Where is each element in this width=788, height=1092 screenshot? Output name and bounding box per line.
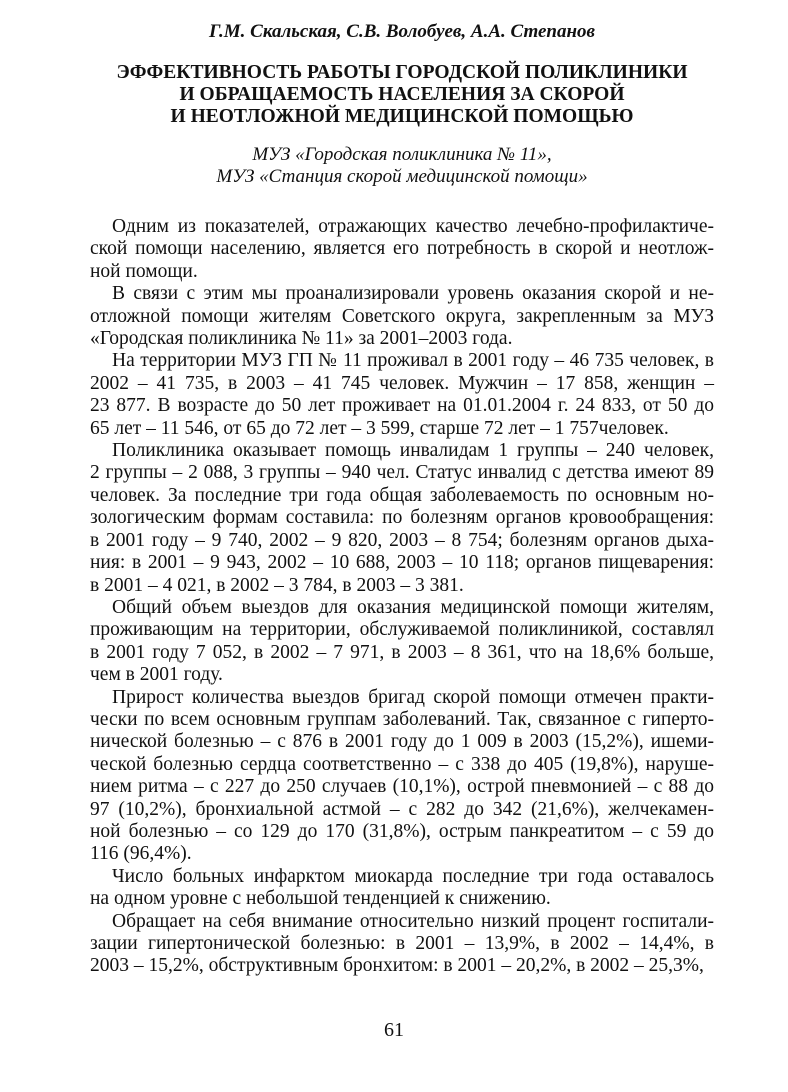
body-line: ния: в 2001 – 9 943, 2002 – 10 688, 2003 – 10 118; органов пищеварения: [90, 552, 714, 574]
body-line: ной помощи. [90, 260, 198, 282]
body-line: в 2001 году 7 052, в 2002 – 7 971, в 2003 – 8 361, что на 18,6% больше, [90, 641, 714, 663]
body-line: Общий объем выездов для оказания медицинской помощи жителям, [112, 596, 714, 618]
affiliation [90, 144, 714, 188]
body-line: 116 (96,4%). [90, 843, 192, 865]
body-paragraph [90, 866, 714, 911]
body-line: «Городская поликлиника № 11» за 2001–2003 года. [90, 328, 513, 350]
article-title [80, 62, 724, 128]
body-line: На территории МУЗ ГП № 11 проживал в 2001 году – 46 735 человек, в [112, 350, 714, 372]
body-line: 23 877. В возрасте до 50 лет проживает на 01.01.2004 г. 24 833, от 50 до [90, 395, 714, 417]
body-line: В связи с этим мы проанализировали уровень оказания скорой и не- [112, 283, 714, 305]
page-number: 61 [384, 1019, 404, 1041]
body-paragraph [90, 350, 714, 440]
title-line: И НЕОТЛОЖНОЙ МЕДИЦИНСКОЙ ПОМОЩЬЮ [170, 106, 634, 127]
body-line: чем в 2001 году. [90, 664, 223, 686]
body-line: зации гипертонической болезнью: в 2001 – 13,9%, в 2002 – 14,4%, в [90, 933, 714, 954]
body-line: ной болезнью – со 129 до 170 (31,8%), острым панкреатитом – с 59 до [90, 820, 714, 842]
body-line: 65 лет – 11 546, от 65 до 72 лет – 3 599, старше 72 лет – 1 757человек. [90, 417, 669, 439]
body-line: в 2001 году – 9 740, 2002 – 9 820, 2003 – 8 754; болезням органов дыха- [90, 529, 714, 551]
article-body [90, 216, 714, 978]
body-line: нием ритма – с 227 до 250 случаев (10,1%), острой пневмонией – с 88 до [90, 776, 714, 798]
body-line: 97 (10,2%), бронхиальной астмой – с 282 до 342 (21,6%), желчекамен- [90, 798, 714, 820]
title-line: ЭФФЕКТИВНОСТЬ РАБОТЫ ГОРОДСКОЙ ПОЛИКЛИНИКИ [116, 62, 688, 83]
body-paragraph [90, 440, 714, 597]
body-line: Число больных инфарктом миокарда последние три года оставалось [112, 865, 714, 887]
affiliation-line: МУЗ «Станция скорой медицинской помощи» [216, 166, 588, 187]
body-line: нической болезнью – с 876 в 2001 году до 1 009 в 2003 (15,2%), ишеми- [90, 731, 714, 753]
body-line: проживающим на территории, обслуживаемой поликлиникой, составлял [90, 619, 714, 641]
body-line: в 2001 – 4 021, в 2002 – 3 784, в 2003 – 3 381. [90, 574, 464, 596]
body-line: 2002 – 41 735, в 2003 – 41 745 человек. Мужчин – 17 858, женщин – [90, 372, 714, 394]
body-line: ской помощи населению, является его потребность в скорой и неотлож- [90, 238, 714, 260]
body-line: отложной помощи жителям Советского округа, закрепленным за МУЗ [90, 305, 714, 327]
body-line: Одним из показателей, отражающих качество лечебно-профилактиче- [112, 216, 714, 237]
authors-line: Г.М. Скальская, С.В. Волобуев, А.А. Степанов [208, 21, 596, 42]
body-line: 2 группы – 2 088, 3 группы – 940 чел. Статус инвалид с детства имеют 89 [90, 462, 714, 484]
body-paragraph [90, 687, 714, 866]
body-line: Поликлиника оказывает помощь инвалидам 1 группы – 240 человек, [112, 440, 714, 462]
body-line: человек. За последние три года общая заболеваемость по основным но- [90, 484, 714, 506]
body-paragraph [90, 283, 714, 350]
body-line: 2003 – 15,2%, обструктивным бронхитом: в 2001 – 20,2%, в 2002 – 25,3%, [90, 955, 704, 977]
body-line: на одном уровне с небольшой тенденцией к снижению. [90, 888, 551, 910]
body-paragraph [90, 216, 714, 283]
body-paragraph [90, 911, 714, 978]
body-line: чески по всем основным группам заболеваний. Так, связанное с гиперто- [90, 708, 714, 730]
body-line: Обращает на себя внимание относительно низкий процент госпитали- [112, 910, 714, 932]
body-line: ческой болезнью сердца соответственно – с 338 до 405 (19,8%), наруше- [90, 753, 714, 775]
title-line: И ОБРАЩАЕМОСТЬ НАСЕЛЕНИЯ ЗА СКОРОЙ [179, 84, 625, 105]
body-line: Прирост количества выездов бригад скорой помощи отмечен практи- [112, 686, 714, 708]
body-line: зологическим формам составила: по болезням органов кровообращения: [90, 507, 714, 529]
article-page [90, 20, 714, 978]
body-paragraph [90, 597, 714, 687]
affiliation-line: МУЗ «Городская поликлиника № 11», [252, 144, 552, 165]
